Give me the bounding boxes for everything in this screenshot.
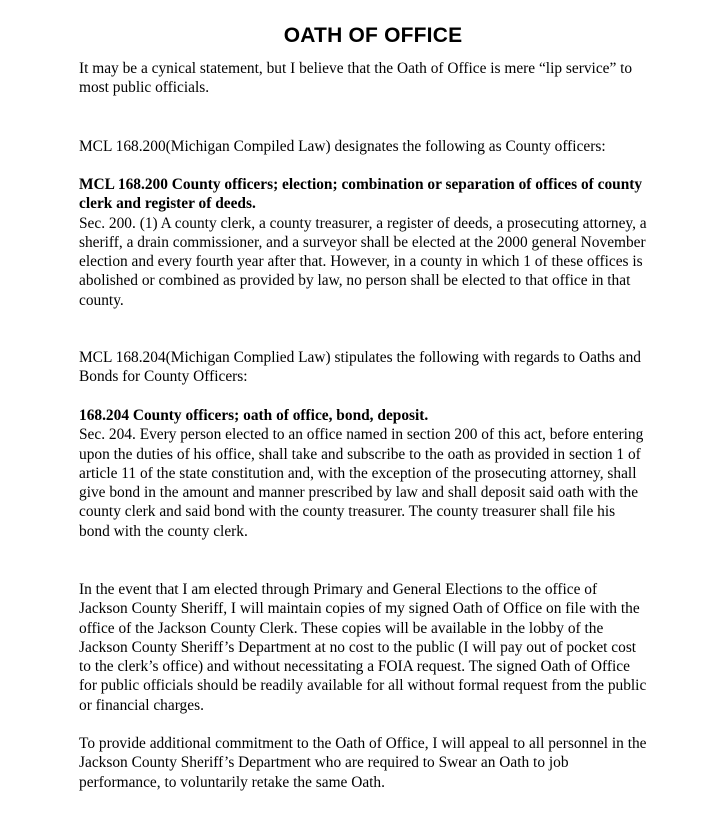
mcl-200-text: Sec. 200. (1) A county clerk, a county treasurer, a register of deeds, a prosecuting attorney, a sheriff, a drain commissioner, and a surveyor shall be elected at the 2000 general November election and every fourth year after that. However, in a county in which 1 of these offices is abolished or combined as provided by law, no person shall be elected to that office in that county. [79, 214, 647, 309]
mcl-204-text: Sec. 204. Every person elected to an office named in section 200 of this act, before entering upon the duties of his office, shall take and subscribe to the oath as provided in section 1 of article 11 of the state constitution and, with the exception of the prosecuting attorney, shall give bond in the amount and manner prescribed by law and shall deposit said oath with the county clerk and said bond with the county treasurer. The county treasurer shall file his bond with the county clerk. [79, 426, 644, 540]
mcl-200-intro: MCL 168.200(Michigan Compiled Law) designates the following as County officers: [79, 138, 606, 155]
mcl-204-section [79, 406, 649, 541]
mcl-204-intro: MCL 168.204(Michigan Complied Law) stipulates the following with regards to Oaths and Bonds for County Officers: [79, 349, 641, 386]
document-title: OATH OF OFFICE [283, 24, 463, 47]
mcl-200-section [79, 175, 649, 310]
commitment-paragraph: In the event that I am elected through Primary and General Elections to the office of Jackson County Sheriff, I will maintain copies of my signed Oath of Office on file with the office of the Jackson County Clerk. These copies will be available in the lobby of the Jackson County Sheriff’s Department at no cost to the public (I will pay out of pocket cost to the clerk’s office) and without necessitating a FOIA request. The signed Oath of Office for public officials should be readily available for all without formal request from the public or financial charges. [79, 581, 647, 714]
mcl-200-heading: MCL 168.200 County officers; election; combination or separation of offices of county clerk and register of deeds. [79, 176, 643, 213]
closing-paragraph: To provide additional commitment to the Oath of Office, I will appeal to all personnel in the Jackson County Sheriff’s Department who are required to Swear an Oath to job performance, to voluntarily retake the same Oath. [79, 735, 647, 791]
mcl-204-heading: 168.204 County officers; oath of office, bond, deposit. [79, 407, 429, 424]
intro-paragraph: It may be a cynical statement, but I believe that the Oath of Office is mere “lip service” to most public officials. [79, 60, 633, 97]
